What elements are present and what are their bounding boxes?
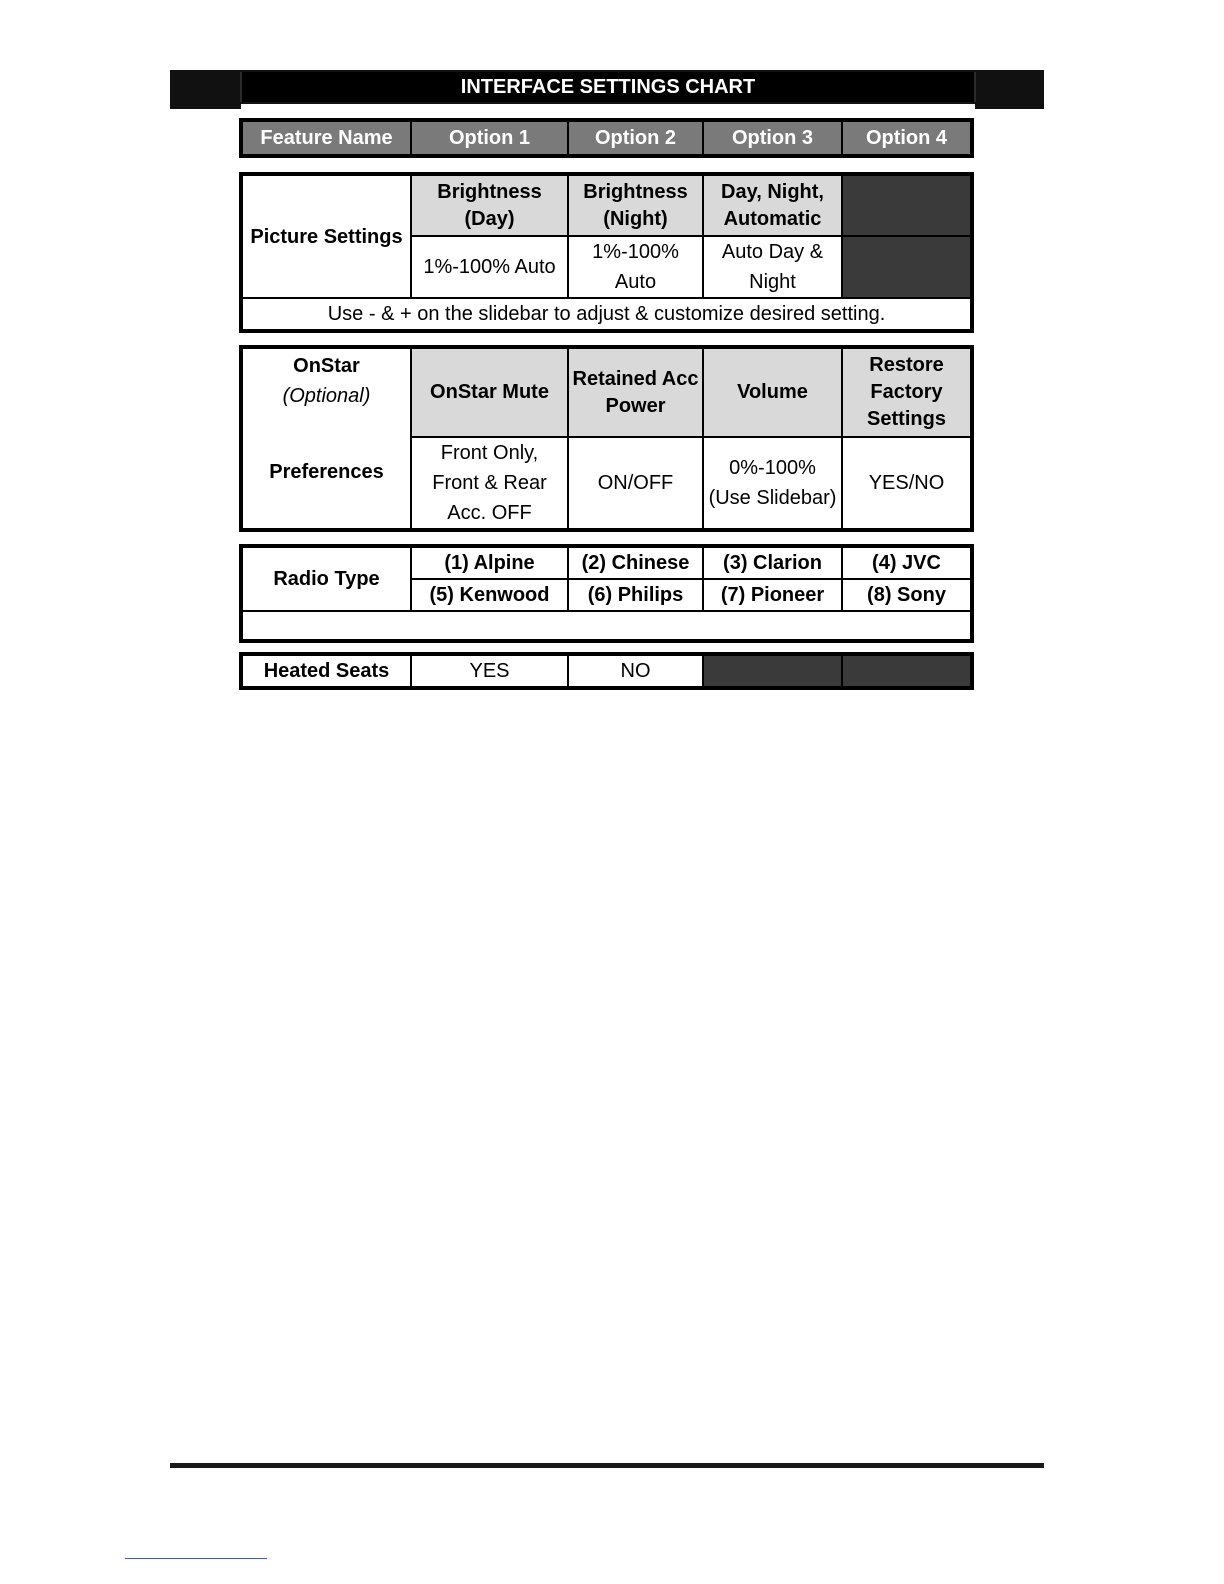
radio-option-8: (8) Sony — [842, 579, 972, 611]
onstar-label-cell — [241, 347, 411, 530]
chart-title: INTERFACE SETTINGS CHART — [240, 72, 976, 102]
title-underline — [241, 104, 975, 109]
heated-seats-label: Heated Seats — [241, 654, 411, 688]
radio-option-5: (5) Kenwood — [411, 579, 568, 611]
footer-rule — [170, 1463, 1044, 1468]
preferences-label: Preferences — [269, 461, 384, 483]
header-option-1: Option 1 — [411, 120, 568, 156]
picture-value-option-1: 1%-100% Auto — [411, 236, 568, 298]
onstar-table — [239, 345, 974, 532]
picture-settings-note: Use - & + on the slidebar to adjust & customize desired setting. — [241, 298, 972, 331]
picture-head-option-2: Brightness (Night) — [568, 174, 703, 236]
header-table — [239, 118, 974, 158]
radio-option-6: (6) Philips — [568, 579, 703, 611]
footer-link-underline[interactable] — [125, 1558, 267, 1559]
header-option-2: Option 2 — [568, 120, 703, 156]
radio-option-4: (4) JVC — [842, 546, 972, 579]
onstar-value-option-1: Front Only, Front & Rear Acc. OFF — [411, 437, 568, 530]
onstar-head-option-2: Retained Acc Power — [568, 347, 703, 437]
picture-value-option-3: Auto Day & Night — [703, 236, 842, 298]
heated-seats-option-4-empty — [842, 654, 972, 688]
onstar-head-option-1: OnStar Mute — [411, 347, 568, 437]
onstar-head-option-4: Restore Factory Settings — [842, 347, 972, 437]
picture-settings-table — [239, 172, 974, 333]
radio-type-table — [239, 544, 974, 643]
header-option-3: Option 3 — [703, 120, 842, 156]
heated-seats-table — [239, 652, 974, 690]
picture-value-option-4-empty — [842, 236, 972, 298]
radio-option-7: (7) Pioneer — [703, 579, 842, 611]
onstar-optional-label: (Optional) — [282, 385, 371, 407]
radio-option-2: (2) Chinese — [568, 546, 703, 579]
radio-type-empty-row — [241, 611, 972, 641]
heated-seats-option-1: YES — [411, 654, 568, 688]
picture-head-option-4-empty — [842, 174, 972, 236]
onstar-value-option-2: ON/OFF — [568, 437, 703, 530]
picture-head-option-1: Brightness (Day) — [411, 174, 568, 236]
onstar-label: OnStar — [293, 355, 360, 377]
onstar-head-option-3: Volume — [703, 347, 842, 437]
heated-seats-option-2: NO — [568, 654, 703, 688]
onstar-value-option-3: 0%-100% (Use Slidebar) — [703, 437, 842, 530]
radio-option-3: (3) Clarion — [703, 546, 842, 579]
header-option-4: Option 4 — [842, 120, 972, 156]
onstar-value-option-4: YES/NO — [842, 437, 972, 530]
radio-type-label: Radio Type — [241, 546, 411, 611]
picture-head-option-3: Day, Night, Automatic — [703, 174, 842, 236]
heated-seats-option-3-empty — [703, 654, 842, 688]
radio-option-1: (1) Alpine — [411, 546, 568, 579]
title-bar — [170, 70, 1044, 109]
picture-value-option-2: 1%-100% Auto — [568, 236, 703, 298]
header-feature-name: Feature Name — [241, 120, 411, 156]
picture-settings-label: Picture Settings — [241, 174, 411, 298]
